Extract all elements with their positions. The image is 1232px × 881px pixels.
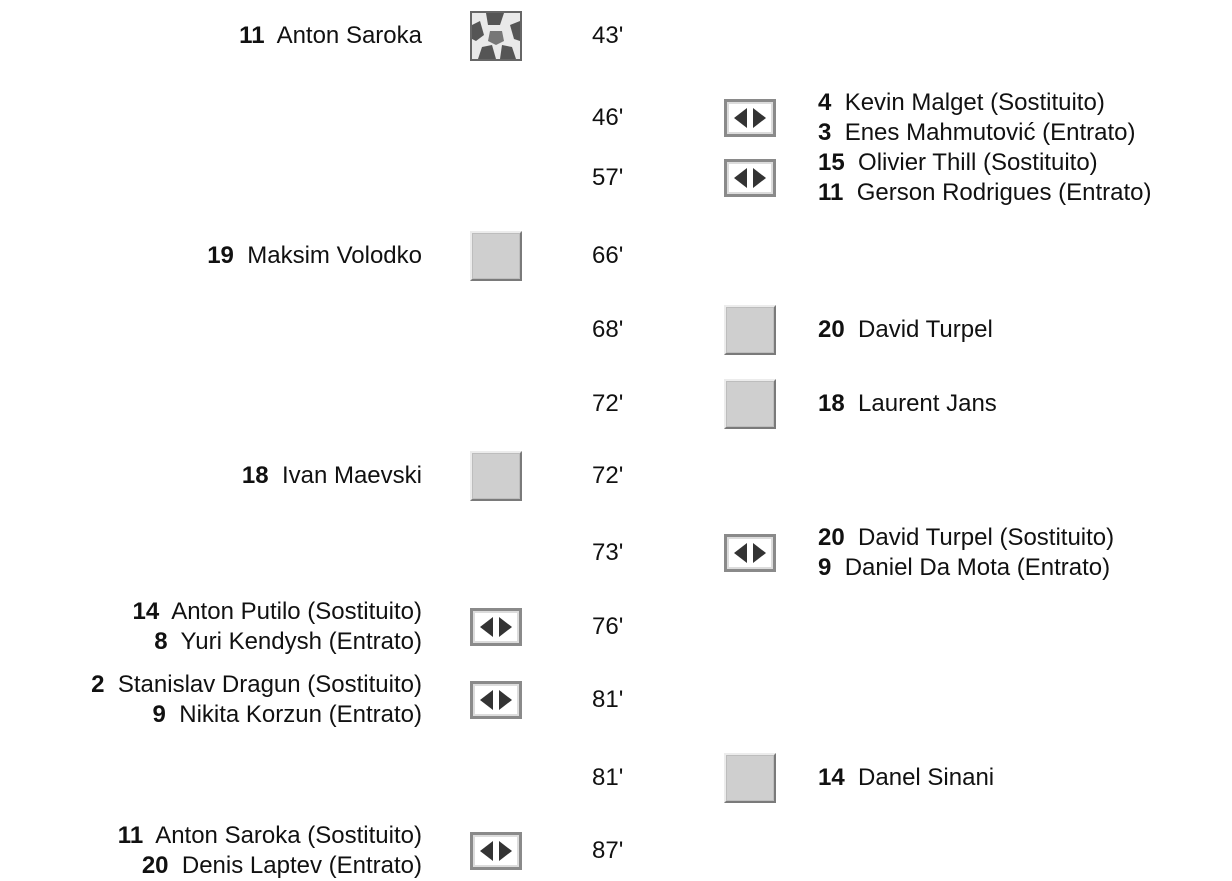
player-name: Denis Laptev (Entrato) [181,852,422,879]
player-name: Stanislav Dragun (Sostituito) [117,671,422,698]
shirt-number: 11 [239,22,265,49]
player-name: Enes Mahmutović (Entrato) [844,119,1136,146]
home-player-info [207,241,422,271]
home-player-info [239,21,422,51]
player-name: David Turpel [858,316,993,343]
away-player-info [818,389,997,419]
player-line [242,461,422,491]
player-line [132,597,422,627]
shirt-number: 9 [152,701,166,728]
player-name: Anton Saroka (Sostituito) [155,822,422,849]
player-name: Maksim Volodko [247,242,422,269]
substitution-arrows-icon [470,608,522,646]
shirt-number: 20 [818,316,845,343]
card-icon [470,231,522,281]
substitution-arrows-icon [470,681,522,719]
player-line [118,851,422,881]
away-player-info [818,523,1114,583]
soccer-ball-icon [470,11,522,61]
player-name: David Turpel (Sostituito) [858,524,1115,551]
away-player-info [818,763,994,793]
shirt-number: 11 [117,822,144,849]
card-icon [470,451,522,501]
event-minute: 72' [592,462,624,489]
player-name: Danel Sinani [858,764,995,791]
substitution-arrows-icon [724,534,776,572]
away-player-info [818,88,1135,148]
shirt-number: 11 [818,179,844,206]
event-minute: 76' [592,613,624,640]
event-minute: 81' [592,764,624,791]
shirt-number: 18 [818,390,845,417]
shirt-number: 3 [818,119,832,146]
event-minute: 66' [592,242,624,269]
event-minute: 68' [592,316,624,343]
event-minute: 43' [592,22,624,49]
shirt-number: 9 [818,554,832,581]
event-minute: 57' [592,164,624,191]
shirt-number: 14 [132,598,160,625]
shirt-number: 4 [818,89,832,116]
player-line [818,523,1114,553]
away-player-info [818,315,993,345]
player-line [207,241,422,271]
shirt-number: 15 [818,149,845,176]
player-name: Nikita Korzun (Entrato) [179,701,422,728]
home-player-info [91,670,422,730]
shirt-number: 2 [91,671,105,698]
event-minute: 46' [592,104,624,131]
card-icon [724,305,776,355]
event-minute: 81' [592,686,624,713]
player-name: Ivan Maevski [281,462,422,489]
event-minute: 87' [592,837,624,864]
player-line [818,763,994,793]
shirt-number: 19 [207,242,234,269]
substitution-arrows-icon [724,159,776,197]
event-minute: 72' [592,390,624,417]
player-name: Anton Putilo (Sostituito) [171,598,422,625]
player-name: Anton Saroka [276,22,422,49]
player-line [818,315,993,345]
player-line [132,627,422,657]
home-player-info [242,461,422,491]
player-name: Gerson Rodrigues (Entrato) [856,179,1152,206]
player-line [818,148,1152,178]
event-minute: 73' [592,539,624,566]
home-player-info [132,597,422,657]
substitution-arrows-icon [470,832,522,870]
player-line [818,118,1135,148]
player-line [91,700,422,730]
card-icon [724,753,776,803]
player-name: Olivier Thill (Sostituito) [858,149,1098,176]
shirt-number: 20 [141,852,169,879]
player-line [118,821,422,851]
shirt-number: 14 [818,764,845,791]
player-line [91,670,422,700]
player-line [818,553,1114,583]
player-line [239,21,422,51]
shirt-number: 20 [818,524,845,551]
player-line [818,178,1152,208]
player-name: Laurent Jans [858,390,997,417]
substitution-arrows-icon [724,99,776,137]
player-name: Kevin Malget (Sostituito) [844,89,1105,116]
home-player-info [118,821,422,881]
shirt-number: 8 [154,628,168,655]
player-line [818,389,997,419]
card-icon [724,379,776,429]
player-name: Yuri Kendysh (Entrato) [180,628,422,655]
player-line [818,88,1135,118]
away-player-info [818,148,1152,208]
shirt-number: 18 [241,462,269,489]
player-name: Daniel Da Mota (Entrato) [844,554,1111,581]
